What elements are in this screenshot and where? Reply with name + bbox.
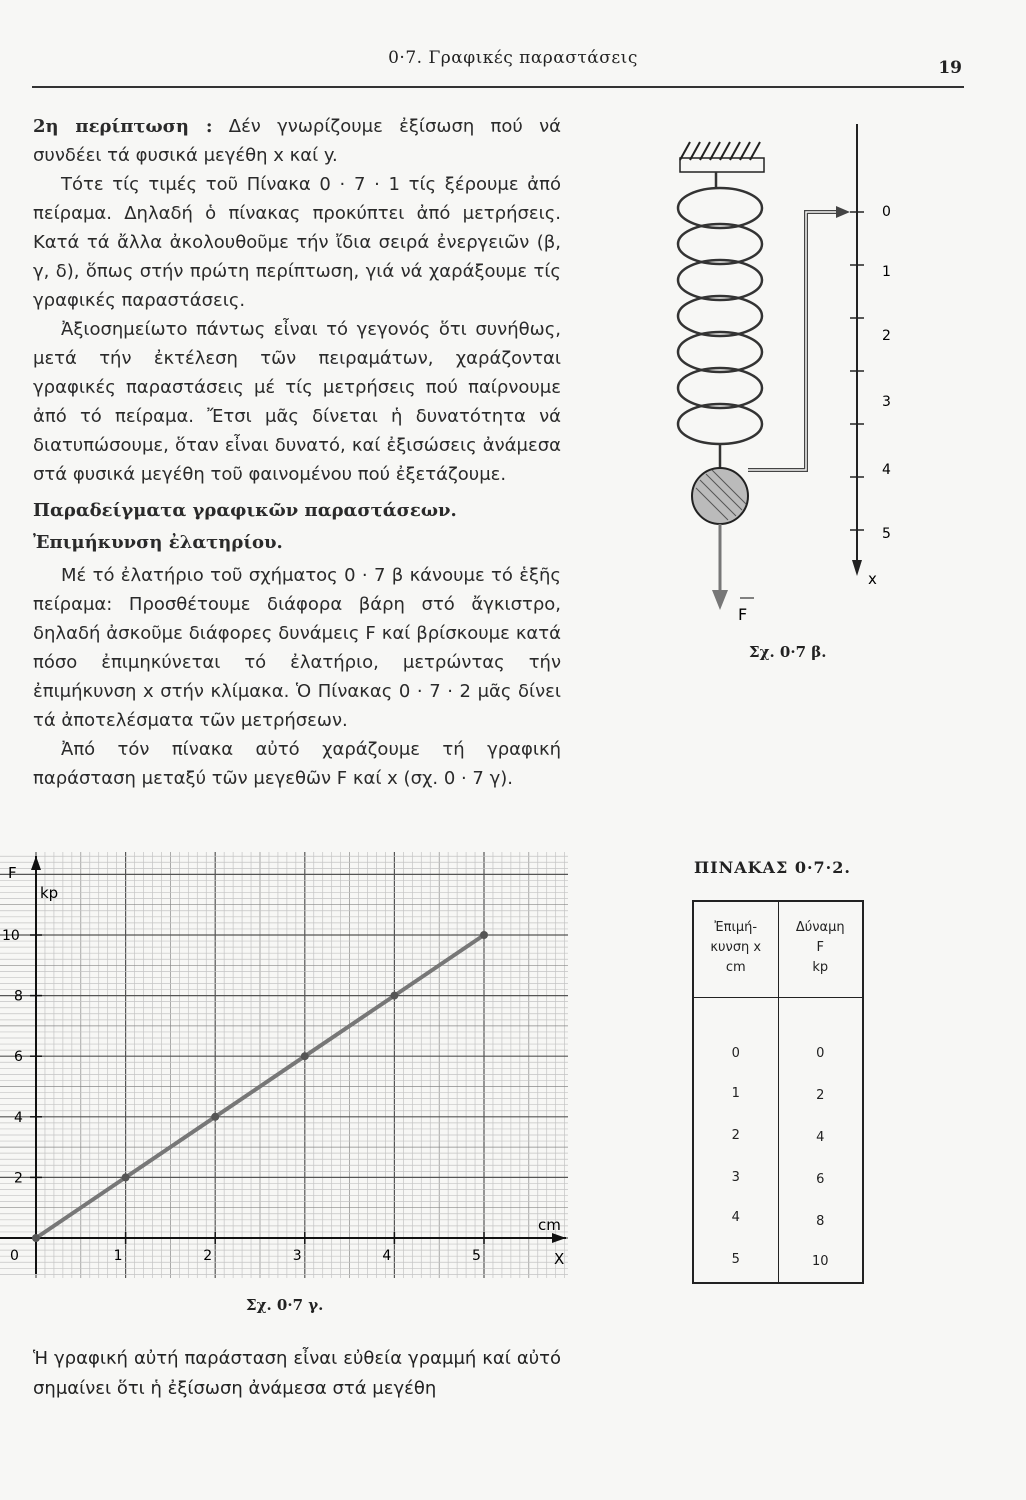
figure-b-caption: Σχ. 0·7 β. [749,643,827,661]
ceiling-support [680,158,764,172]
force-header-unit: kp [812,960,829,975]
extension-header-unit: cm [725,960,746,975]
scale-tick-label: 3 [882,394,891,410]
running-header: 0·7. Γραφικές παραστάσεις [388,48,638,68]
y-axis-label: F [8,864,17,882]
y-tick-label: 6 [14,1049,23,1066]
force-header-line: Δύναμη [795,920,845,935]
table-cell: 3 [731,1170,740,1185]
x-tick-label: 2 [203,1248,213,1264]
spring-figure [660,120,900,640]
extension-header [694,902,778,998]
data-point [122,1173,130,1181]
extension-header-line: κυνση x [710,940,762,955]
closing-paragraph: Ἡ γραφική αὐτή παράσταση εἶναι εὐθεία γραμμή καί αὐτό σημαίνει ὅτι ἡ ἐξίσωση ἀνάμεσα στά μεγέθη [33,1348,561,1399]
force-arrow-head [712,590,728,610]
table-cell: 2 [816,1088,825,1103]
y-tick-label: 2 [14,1170,23,1187]
data-point [32,1234,40,1242]
page-number: 19 [938,58,962,78]
force-extension-chart [0,840,580,1288]
x-tick-label: 4 [382,1248,392,1264]
y-axis-arrow [31,856,41,870]
table-cell: 1 [731,1086,740,1101]
measurement-table [692,900,864,1284]
weight-ball [692,468,748,524]
case-2-lead: 2η περίπτωση : [33,116,213,137]
main-text-column [33,112,561,793]
y-tick-label: 8 [14,988,23,1005]
scale-tick-label: 2 [882,328,891,344]
extension-column [694,902,778,1282]
scale-tick-label: 0 [882,204,891,220]
scale-arrow-head [852,560,862,576]
data-point [301,1052,309,1060]
data-point [211,1113,219,1121]
force-header [779,902,863,998]
x-tick-label: 3 [292,1248,302,1264]
heading-examples: Παραδείγματα γραφικῶν παραστάσεων. [33,500,457,521]
table-cell: 4 [731,1210,740,1225]
x-axis-unit: cm [538,1216,561,1234]
pointer-tip [836,206,850,218]
y-axis-unit: kp [40,884,59,902]
force-label: F [738,605,748,624]
x-tick-label: 1 [113,1248,123,1264]
table-cell: 4 [816,1130,825,1145]
force-header-line: F [816,940,824,955]
table-cell: 0 [816,1046,825,1061]
scale-tick-label: 1 [882,264,891,280]
scale-tick-label: 4 [882,462,891,478]
heading-spring: Ἐπιμήκυνση ἐλατηρίου. [33,532,283,553]
data-point [390,992,398,1000]
table-cell: 8 [816,1214,825,1229]
paragraph-noteworthy: Ἀξιοσημείωτο πάντως εἶναι τό γεγονός ὅτι συνήθως, μετά τήν ἐκτέλεση τῶν πειραμάτων, χαράζονται γραφικές παραστάσεις μέ τίς μετρήσεις πού παίρνουμε ἀπό τό πείραμα. Ἔτσι μᾶς δίνεται ἡ δυνατότητα νά διατυπώσουμε, ὅταν εἶναι δυνατό, καί ἐξισώσεις ἀνάμεσα στά φυσικά μεγέθη τοῦ φαινομένου πού ἐξετάζουμε. [33,319,561,485]
y-tick-label: 4 [14,1109,23,1126]
table-cell: 0 [731,1046,740,1061]
paragraph-spring-experiment: Μέ τό ἐλατήριο τοῦ σχήματος 0 · 7 β κάνουμε τό ἑξῆς πείραμα: Προσθέτουμε διάφορα βάρη στό ἄγκιστρο, δηλαδή ἀσκοῦμε διάφορες δυνάμεις F καί βρίσκουμε κατά πόσο ἐπιμηκύνεται τό ἐλατήριο, μετρώντας τήν ἐπιμήκυνση x στήν κλίμακα. Ὁ Πίνακας 0 · 7 · 2 μᾶς δίνει τά ἀποτελέσματα τῶν μετρήσεων. [33,565,561,731]
chart-axes [0,856,566,1274]
scale-tick-label: 5 [882,526,891,542]
y-tick-label: 10 [2,928,20,944]
header-rule [32,86,964,88]
table-cell: 5 [731,1252,740,1267]
x-tick-label: 0 [10,1248,19,1264]
table-cell: 10 [811,1254,829,1269]
x-axis-arrow [552,1233,566,1243]
case-2-text: Δέν γνωρίζουμε ἐξίσωση πού νά συνδέει τά φυσικά μεγέθη x καί y. [33,116,561,166]
chart-grid [0,852,568,1278]
force-column [778,902,863,1282]
data-point [480,931,488,939]
paragraph-measurements: Τότε τίς τιμές τοῦ Πίνακα 0 · 7 · 1 τίς ξέρουμε ἀπό πείραμα. Δηλαδή ὁ πίνακας προκύπτει ἀπό μετρήσεις. Κατά τά ἄλλα ἀκολουθοῦμε τήν ἴδια σειρά ἐνεργειῶν (β, γ, δ), ὅπως στήν πρώτη περίπτωση, γιά νά χαράξουμε τίς γραφικές παραστάσεις. [33,174,561,311]
table-cell: 6 [816,1172,825,1187]
scale-axis-label: x [868,570,877,588]
x-axis-label: X [554,1250,565,1268]
table-cell: 2 [731,1128,740,1143]
extension-header-line: Ἐπιμή- [714,920,758,935]
paragraph-case-2 [33,112,561,170]
x-tick-label: 5 [472,1248,481,1264]
paragraph-graph-intro: Ἀπό τόν πίνακα αὐτό χαράζουμε τή γραφική παράσταση μεταξύ τῶν μεγεθῶν F καί x (σχ. 0 · 7 γ). [33,739,561,789]
chart-caption: Σχ. 0·7 γ. [246,1296,324,1314]
table-title: ΠΙΝΑΚΑΣ 0·7·2. [694,858,851,877]
